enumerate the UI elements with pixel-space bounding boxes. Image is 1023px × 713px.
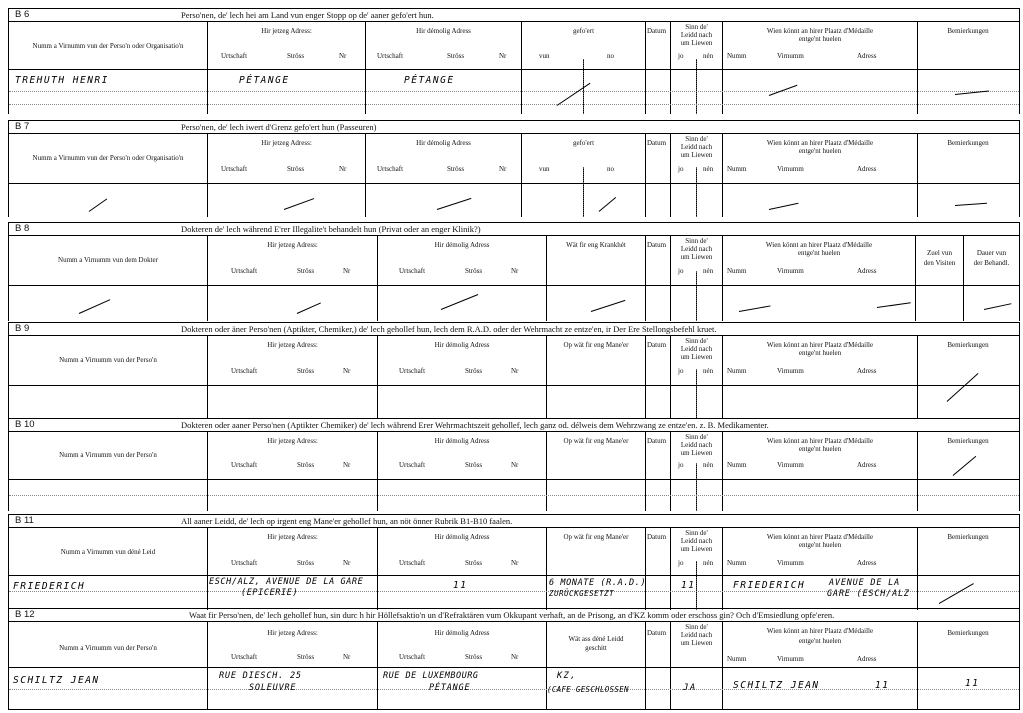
column-header-label: Leidd nach (680, 537, 713, 545)
column-header-label: Adress (857, 165, 877, 173)
column-header-label: Urtschaft (377, 52, 404, 60)
handwritten-strike-mark (591, 300, 626, 312)
section-code: B 12 (15, 609, 35, 620)
section-code: B 11 (15, 515, 34, 526)
column-header-label: Urtschaft (231, 559, 258, 567)
column-header-label: Ströss (465, 367, 483, 375)
handwritten-urtschaft: PÉTANGE (239, 75, 290, 86)
column-header-label: Nr (511, 367, 519, 375)
column-header-label: Nr (343, 461, 351, 469)
section-header (9, 9, 1019, 22)
handwritten-numm: FRIEDERICH (733, 580, 806, 591)
column-header-label: um Liewen (680, 253, 713, 261)
column-header-label: um Liewen (680, 449, 713, 457)
handwritten-strike-mark (947, 373, 979, 402)
column-header-label: Adress (857, 367, 877, 375)
column-header-label: Numm a Virnumm vun der Perso'n (59, 356, 157, 364)
column-header-label: jo (678, 52, 684, 60)
column-header-label: Wät ass déné Leidd (568, 635, 624, 643)
column-header-label: Wien könnt an hirer Plaatz d'Médaille (766, 341, 874, 349)
column-header-label: Hir jetzeg Adress: (267, 341, 318, 349)
handwritten-jetzeg: RUE DIESCH. 25 (219, 671, 302, 681)
handwritten-datum: 11 (681, 580, 696, 591)
column-header-label: Wien könnt an hirer Plaatz d'Médaille (766, 139, 874, 147)
column-header-label: gefo'ert (572, 27, 595, 35)
column-header-label: um Liewen (680, 545, 713, 553)
column-header-label: jo (678, 461, 684, 469)
section-header (9, 609, 1019, 622)
column-header-label: Nr (511, 461, 519, 469)
column-header-label: Adress (857, 655, 877, 663)
handwritten-jetzeg-line2: SOLEUVRE (249, 683, 297, 693)
handwritten-adress-right: AVENUE DE LA (829, 578, 901, 588)
column-header-label: Datum (647, 533, 667, 541)
column-header-label: Ströss (465, 653, 483, 661)
column-header-label: der Behandl. (973, 259, 1010, 267)
column-header-label: Bemierkungen (947, 27, 989, 35)
column-header-label: Zuel vun (926, 249, 953, 257)
column-header-label: Ströss (297, 367, 315, 375)
handwritten-strike-mark (984, 303, 1012, 310)
column-header-label: Wien könnt an hirer Plaatz d'Médaille (766, 437, 874, 445)
column-header-label: entge'nt huelen (798, 541, 842, 549)
column-header-label: Hir jetzeg Adress: (267, 629, 318, 637)
column-header-label: Urtschaft (399, 653, 426, 661)
column-header-label: Ströss (287, 165, 305, 173)
column-header-label: Numm (727, 367, 747, 375)
handwritten-strike-mark (769, 203, 799, 210)
section-code: B 7 (15, 121, 30, 132)
column-header-label: Nr (339, 165, 347, 173)
column-header-label: Bemierkungen (947, 139, 989, 147)
column-header-label: Op wät fir eng Mane'er (563, 437, 629, 445)
column-header-label: Urtschaft (231, 267, 258, 275)
column-header-label: Nr (499, 165, 507, 173)
handwritten-numm: SCHILTZ JEAN (733, 680, 820, 691)
handwritten-strike-mark (284, 198, 314, 210)
column-header-label: Virnumm (777, 165, 804, 173)
column-header-label: Hir démolig Adress (416, 139, 471, 147)
handwritten-strike-mark (877, 302, 911, 308)
column-header-label: Ströss (297, 267, 315, 275)
column-header-label: jo (678, 165, 684, 173)
column-header-label: Ströss (297, 559, 315, 567)
handwritten-name: SCHILTZ JEAN (13, 675, 100, 686)
column-header-label: Leidd nach (680, 631, 713, 639)
column-header-label: entge'nt huelen (798, 445, 842, 453)
section-title: Dokteren de' lech während E'rer Illegalite't behandelt hun (Privat oder an enger Klinik?) (181, 224, 481, 234)
column-header-label: jo (678, 559, 684, 567)
section-b7 (8, 120, 1020, 217)
column-header-label: Leidd nach (680, 345, 713, 353)
column-header-label: Sinn de' (685, 135, 708, 143)
column-header-label: Wien könnt an hirer Plaatz d'Médaille (766, 533, 874, 541)
handwritten-strike-mark (79, 299, 111, 314)
column-header-label: Numm (727, 461, 747, 469)
column-header-label: Nr (343, 367, 351, 375)
column-header-label: entge'nt huelen (798, 637, 842, 645)
column-header-label: Numm (727, 655, 747, 663)
section-title: Perso'nen, de' lech iwert d'Grenz gefo'ert hun (Passeuren) (181, 122, 377, 132)
column-header-label: Dauer vun (976, 249, 1007, 257)
section-code: B 9 (15, 323, 30, 334)
column-header-label: Adress (857, 52, 877, 60)
section-title: Perso'nen, de' lech hei am Land vun enger Stopp op de' aaner gefo'ert hun. (181, 10, 434, 20)
handwritten-geschitt: KZ, (557, 671, 577, 681)
handwritten-strike-mark (437, 198, 472, 210)
column-header-label: Leidd nach (680, 245, 713, 253)
handwritten-strike-mark (557, 83, 591, 106)
handwritten-adress-line2: (EPICERIE) (241, 588, 299, 598)
column-header-label: nén (703, 559, 714, 567)
handwritten-nr: 11 (453, 580, 468, 591)
column-header-label: Numm a Virnumm vun der Perso'n (59, 451, 157, 459)
handwritten-jo: JA (683, 683, 697, 693)
section-b8 (8, 222, 1020, 321)
column-header-label: no (607, 52, 614, 60)
column-header-label: Virnumm (777, 52, 804, 60)
column-header-label: um Liewen (680, 151, 713, 159)
column-header-label: Wien könnt an hirer Plaatz d'Médaille (765, 241, 873, 249)
column-header-label: Urtschaft (221, 52, 248, 60)
column-header-label: Hir démolig Adress (434, 341, 490, 349)
column-header-label: um Liewen (680, 39, 713, 47)
handwritten-demolig: PÉTANGE (404, 75, 455, 86)
column-header-label: nén (703, 267, 714, 275)
section-code: B 8 (15, 223, 30, 234)
handwritten-name: TREHUTH HENRI (15, 75, 109, 86)
column-header-label: Virnumm (777, 461, 804, 469)
column-header-label: Datum (647, 629, 667, 637)
column-header-label: Numm (727, 52, 747, 60)
column-header-label: entge'nt huelen (798, 147, 842, 155)
column-header-label: Nr (511, 559, 519, 567)
column-header-label: Ströss (465, 559, 483, 567)
handwritten-strike-mark (739, 305, 771, 312)
section-b6 (8, 8, 1020, 114)
column-header-label: no (607, 165, 614, 173)
column-header-label: Hir démolig Adress (434, 241, 490, 249)
handwritten-name: FRIEDERICH (13, 581, 86, 592)
column-header-label: Sinn de' (685, 23, 708, 31)
section-title: Dokteren oder aaner Perso'nen (Aptikter Chemiker) de' lech während Erer Wehrmachtszeit gehollef, lech ganz od. délweis dem Wehrzwang ze entze'en. z. B. Medikamenter. (181, 420, 769, 430)
column-header-label: Urtschaft (377, 165, 404, 173)
handwritten-adress-right-line2: GARE (ESCH/ALZ (827, 589, 910, 599)
column-header-label: Leidd nach (680, 441, 713, 449)
column-header-label: Sinn de' (685, 337, 708, 345)
column-header-label: Leidd nach (680, 31, 713, 39)
column-header-label: Urtschaft (231, 367, 258, 375)
column-header-label: Wien könnt an hirer Plaatz d'Médaille (766, 627, 874, 635)
column-header-label: Hir jetzeg Adress: (267, 533, 318, 541)
column-header-label: entge'nt huelen (798, 35, 842, 43)
column-header-label: Ströss (297, 653, 315, 661)
section-title: Dokteren oder äner Perso'nen (Aptikter, Chemiker,) de' lech gehollef hun, lech dem R.A.D. oder der Wehrmacht ze entze'en, ir Der Ere Stellongsbefehl kruet. (181, 324, 717, 334)
column-header-label: Hir démolig Adress (416, 27, 471, 35)
column-header-label: Nr (343, 267, 351, 275)
handwritten-manee-line2: ZURÜCKGESETZT (549, 589, 615, 598)
column-header-label: Sinn de' (685, 529, 708, 537)
column-header-label: nén (703, 165, 714, 173)
section-b10 (8, 418, 1020, 511)
column-header-label: Adress (857, 461, 877, 469)
section-b12 (8, 608, 1020, 710)
column-header-label: Nr (511, 653, 519, 661)
column-header-label: Hir jetzeg Adress: (261, 27, 312, 35)
column-header-label: den Visiten (923, 259, 956, 267)
column-header-label: Urtschaft (399, 267, 426, 275)
handwritten-strike-mark (939, 583, 974, 604)
column-header-label: Datum (647, 241, 667, 249)
column-header-label: Nr (511, 267, 519, 275)
section-code: B 10 (15, 419, 35, 430)
column-header-label: Sinn de' (685, 433, 708, 441)
column-header-label: Ströss (447, 165, 465, 173)
column-header-label: gefo'ert (572, 139, 595, 147)
column-header-label: nén (703, 367, 714, 375)
column-header-label: Leidd nach (680, 143, 713, 151)
column-header-label: Nr (343, 559, 351, 567)
handwritten-geschitt-line2: (CAFE GESCHLOSSEN (547, 685, 629, 694)
column-header-label: Virnumm (777, 367, 804, 375)
column-header-label: Sinn de' (685, 623, 708, 631)
column-header-label: Adress (857, 559, 877, 567)
column-header-label: Nr (499, 52, 507, 60)
column-header-label: vun (539, 52, 550, 60)
column-header-label: Ströss (297, 461, 315, 469)
column-header-label: Numm (727, 165, 747, 173)
column-header-label: jo (678, 267, 684, 275)
column-header-label: vun (539, 165, 550, 173)
column-header-label: Virnumm (777, 559, 804, 567)
column-header-label: Ströss (287, 52, 305, 60)
column-header-label: Nr (339, 52, 347, 60)
column-header-label: Numm (727, 559, 747, 567)
handwritten-strike-mark (89, 198, 108, 212)
section-b11 (8, 514, 1020, 610)
column-header-label: Bemierkungen (947, 341, 989, 349)
column-header-label: Urtschaft (399, 559, 426, 567)
handwritten-strike-mark (297, 302, 321, 314)
column-header-label: Numm a Virnumm vun der Perso'n (59, 644, 157, 652)
column-header-label: jo (678, 367, 684, 375)
column-header-label: nén (703, 461, 714, 469)
section-header (9, 515, 1019, 528)
column-header-label: Hir jetzeg Adress: (267, 241, 318, 249)
column-header-label: Virnumm (777, 267, 804, 275)
column-header-label: Ströss (447, 52, 465, 60)
column-header-label: Adress (857, 267, 877, 275)
column-header-label: Hir jetzeg Adress: (267, 437, 318, 445)
handwritten-strike-mark (953, 456, 977, 476)
column-header-label: Sinn de' (685, 237, 708, 245)
section-header (9, 419, 1019, 432)
section-title: All aaner Leidd, de' lech op irgent eng Mane'er gehollef hun, an nöt önner Rubrik B1-B10 faalen. (181, 516, 513, 526)
column-header-label: Op wät fir eng Mane'er (563, 533, 629, 541)
column-header-label: Urtschaft (221, 165, 248, 173)
handwritten-demolig: RUE DE LUXEMBOURG (383, 671, 479, 681)
column-header-label: Urtschaft (399, 461, 426, 469)
section-header (9, 121, 1019, 134)
column-header-label: Ströss (465, 267, 483, 275)
column-header-label: Hir démolig Adress (434, 533, 490, 541)
section-header (9, 323, 1019, 336)
column-header-label: Numm a Virnumm vun déné Leid (60, 548, 156, 556)
section-header (9, 223, 1019, 236)
column-header-label: Op wät fir eng Mane'er (563, 341, 629, 349)
section-code: B 6 (15, 9, 30, 20)
column-header-label: geschitt (585, 644, 607, 652)
column-header-label: Wät fir eng Krankhét (566, 241, 626, 249)
column-header-label: Wien könnt an hirer Plaatz d'Médaille (766, 27, 874, 35)
handwritten-bemierkungen: 11 (965, 678, 980, 689)
column-header-label: Datum (647, 437, 667, 445)
column-header-label: Urtschaft (231, 461, 258, 469)
column-header-label: Nr (343, 653, 351, 661)
handwritten-strike-mark (599, 197, 617, 212)
column-header-label: Ströss (465, 461, 483, 469)
column-header-label: um Liewen (680, 353, 713, 361)
section-title: Waat fir Perso'nen, de' lech gehollef hun, sin durc h hir Höllefsaktio'n un d'Refraktären vum Okkupant verhaft, an de Prisong, an d'KZ komm oder erschoss gin? Och d'Emsiedlung opfe'eren. (189, 610, 835, 620)
column-header-label: entge'nt huelen (798, 349, 842, 357)
column-header-label: Bemierkungen (947, 533, 989, 541)
handwritten-manee: 6 MONATE (R.A.D.) (549, 578, 647, 588)
column-header-label: Hir démolig Adress (434, 629, 490, 637)
section-b9 (8, 322, 1020, 419)
handwritten-strike-mark (441, 294, 479, 310)
column-header-label: Numm a Virnumm vun der Perso'n oder Organisatio'n (32, 154, 184, 162)
column-header-label: Datum (647, 27, 667, 35)
column-header-label: Hir jetzeg Adress: (261, 139, 312, 147)
column-header-label: Virnumm (777, 655, 804, 663)
column-header-label: Numm a Virnumm vun dem Dokter (58, 256, 158, 264)
column-header-label: Urtschaft (231, 653, 258, 661)
column-header-label: um Liewen (680, 639, 713, 647)
column-header-label: Bemierkungen (947, 629, 989, 637)
handwritten-adress: ESCH/ALZ, AVENUE DE LA GARE (209, 577, 364, 587)
column-header-label: Datum (647, 139, 667, 147)
column-header-label: Datum (647, 341, 667, 349)
column-header-label: nén (703, 52, 714, 60)
column-header-label: Hir démolig Adress (434, 437, 490, 445)
handwritten-nr: 11 (875, 680, 890, 691)
col-numm: Numm a Virnumm vun der Perso'n oder Organisatio'n (32, 42, 184, 50)
column-header-label: entge'nt huelen (797, 249, 841, 257)
handwritten-strike-mark (955, 203, 987, 206)
handwritten-demolig-line2: PÉTANGE (429, 683, 471, 693)
column-header-label: Urtschaft (399, 367, 426, 375)
column-header-label: Numm (727, 267, 747, 275)
column-header-label: Bemierkungen (947, 437, 989, 445)
